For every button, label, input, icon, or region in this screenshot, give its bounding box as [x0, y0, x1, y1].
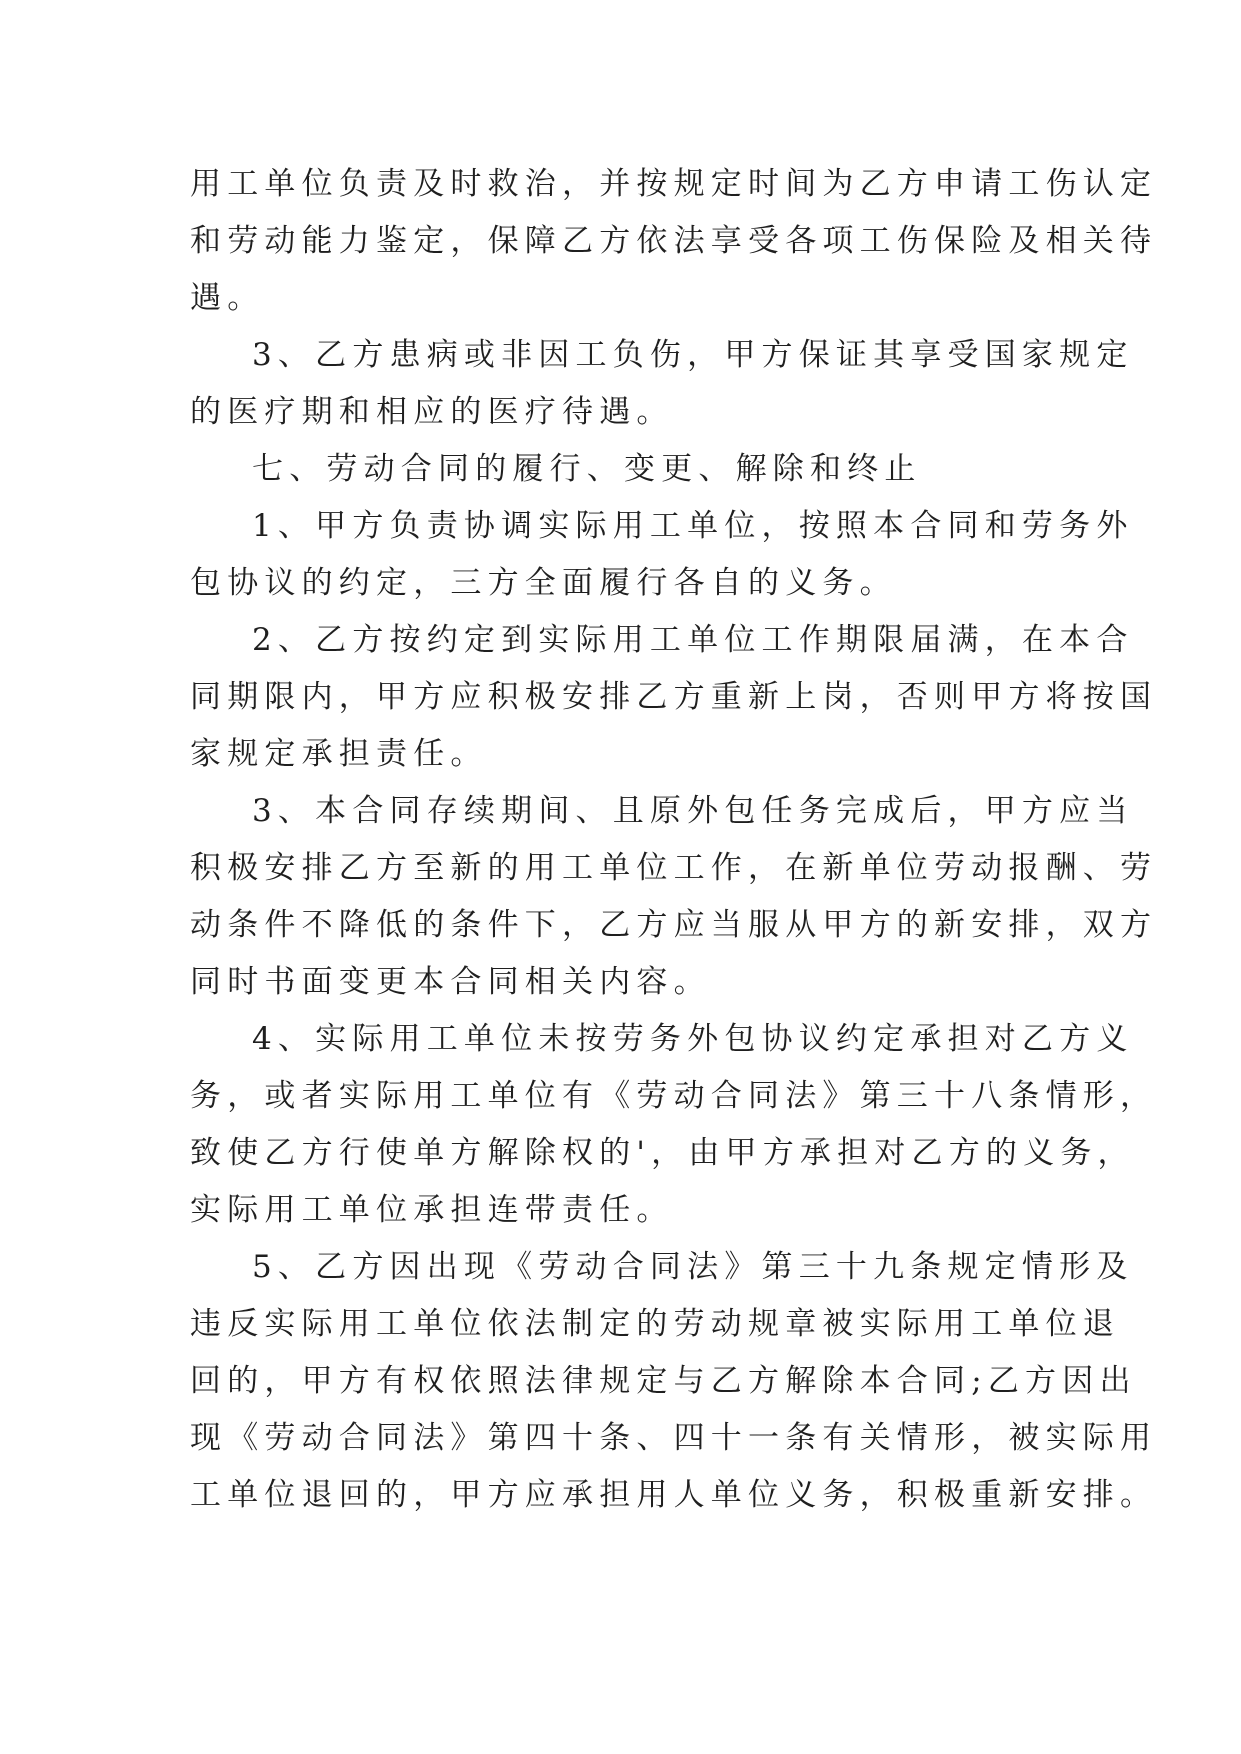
text-line: 实际用工单位承担连带责任。: [190, 1192, 674, 1228]
text-line: 和劳动能力鉴定，保障乙方依法享受各项工伤保险及相关待: [190, 223, 1158, 259]
text-line: 的医疗期和相应的医疗待遇。: [190, 394, 674, 430]
text-line: 回的，甲方有权依照法律规定与乙方解除本合同;乙方因出: [190, 1363, 1137, 1399]
text-line: 家规定承担责任。: [190, 736, 488, 772]
text-line: 同时书面变更本合同相关内容。: [190, 964, 711, 1000]
text-line: 工单位退回的，甲方应承担用人单位义务，积极重新安排。: [190, 1477, 1158, 1513]
text-line: 遇。: [190, 280, 265, 316]
text-line: 积极安排乙方至新的用工单位工作，在新单位劳动报酬、劳: [190, 850, 1158, 886]
text-line: 致使乙方行使单方解除权的'，由甲方承担对乙方的义务，: [190, 1135, 1135, 1171]
text-line: 1、甲方负责协调实际用工单位，按照本合同和劳务外: [252, 508, 1134, 544]
text-line: 包协议的约定，三方全面履行各自的义务。: [190, 565, 897, 601]
text-line: 4、实际用工单位未按劳务外包协议约定承担对乙方义: [252, 1021, 1134, 1057]
text-line: 用工单位负责及时救治，并按规定时间为乙方申请工伤认定: [190, 166, 1158, 202]
text-line: 2、乙方按约定到实际用工单位工作期限届满，在本合: [252, 622, 1134, 658]
text-line: 动条件不降低的条件下，乙方应当服从甲方的新安排，双方: [190, 907, 1158, 943]
text-line: 5、乙方因出现《劳动合同法》第三十九条规定情形及: [252, 1249, 1134, 1285]
text-line: 3、本合同存续期间、且原外包任务完成后，甲方应当: [252, 793, 1134, 829]
text-line: 务，或者实际用工单位有《劳动合同法》第三十八条情形，: [190, 1078, 1158, 1114]
text-line: 3、乙方患病或非因工负伤，甲方保证其享受国家规定: [252, 337, 1134, 373]
text-line: 违反实际用工单位依法制定的劳动规章被实际用工单位退: [190, 1306, 1120, 1342]
text-line: 同期限内，甲方应积极安排乙方重新上岗，否则甲方将按国: [190, 679, 1158, 715]
section-heading: 七、劳动合同的履行、变更、解除和终止: [252, 451, 922, 487]
text-line: 现《劳动合同法》第四十条、四十一条有关情形，被实际用: [190, 1420, 1158, 1456]
